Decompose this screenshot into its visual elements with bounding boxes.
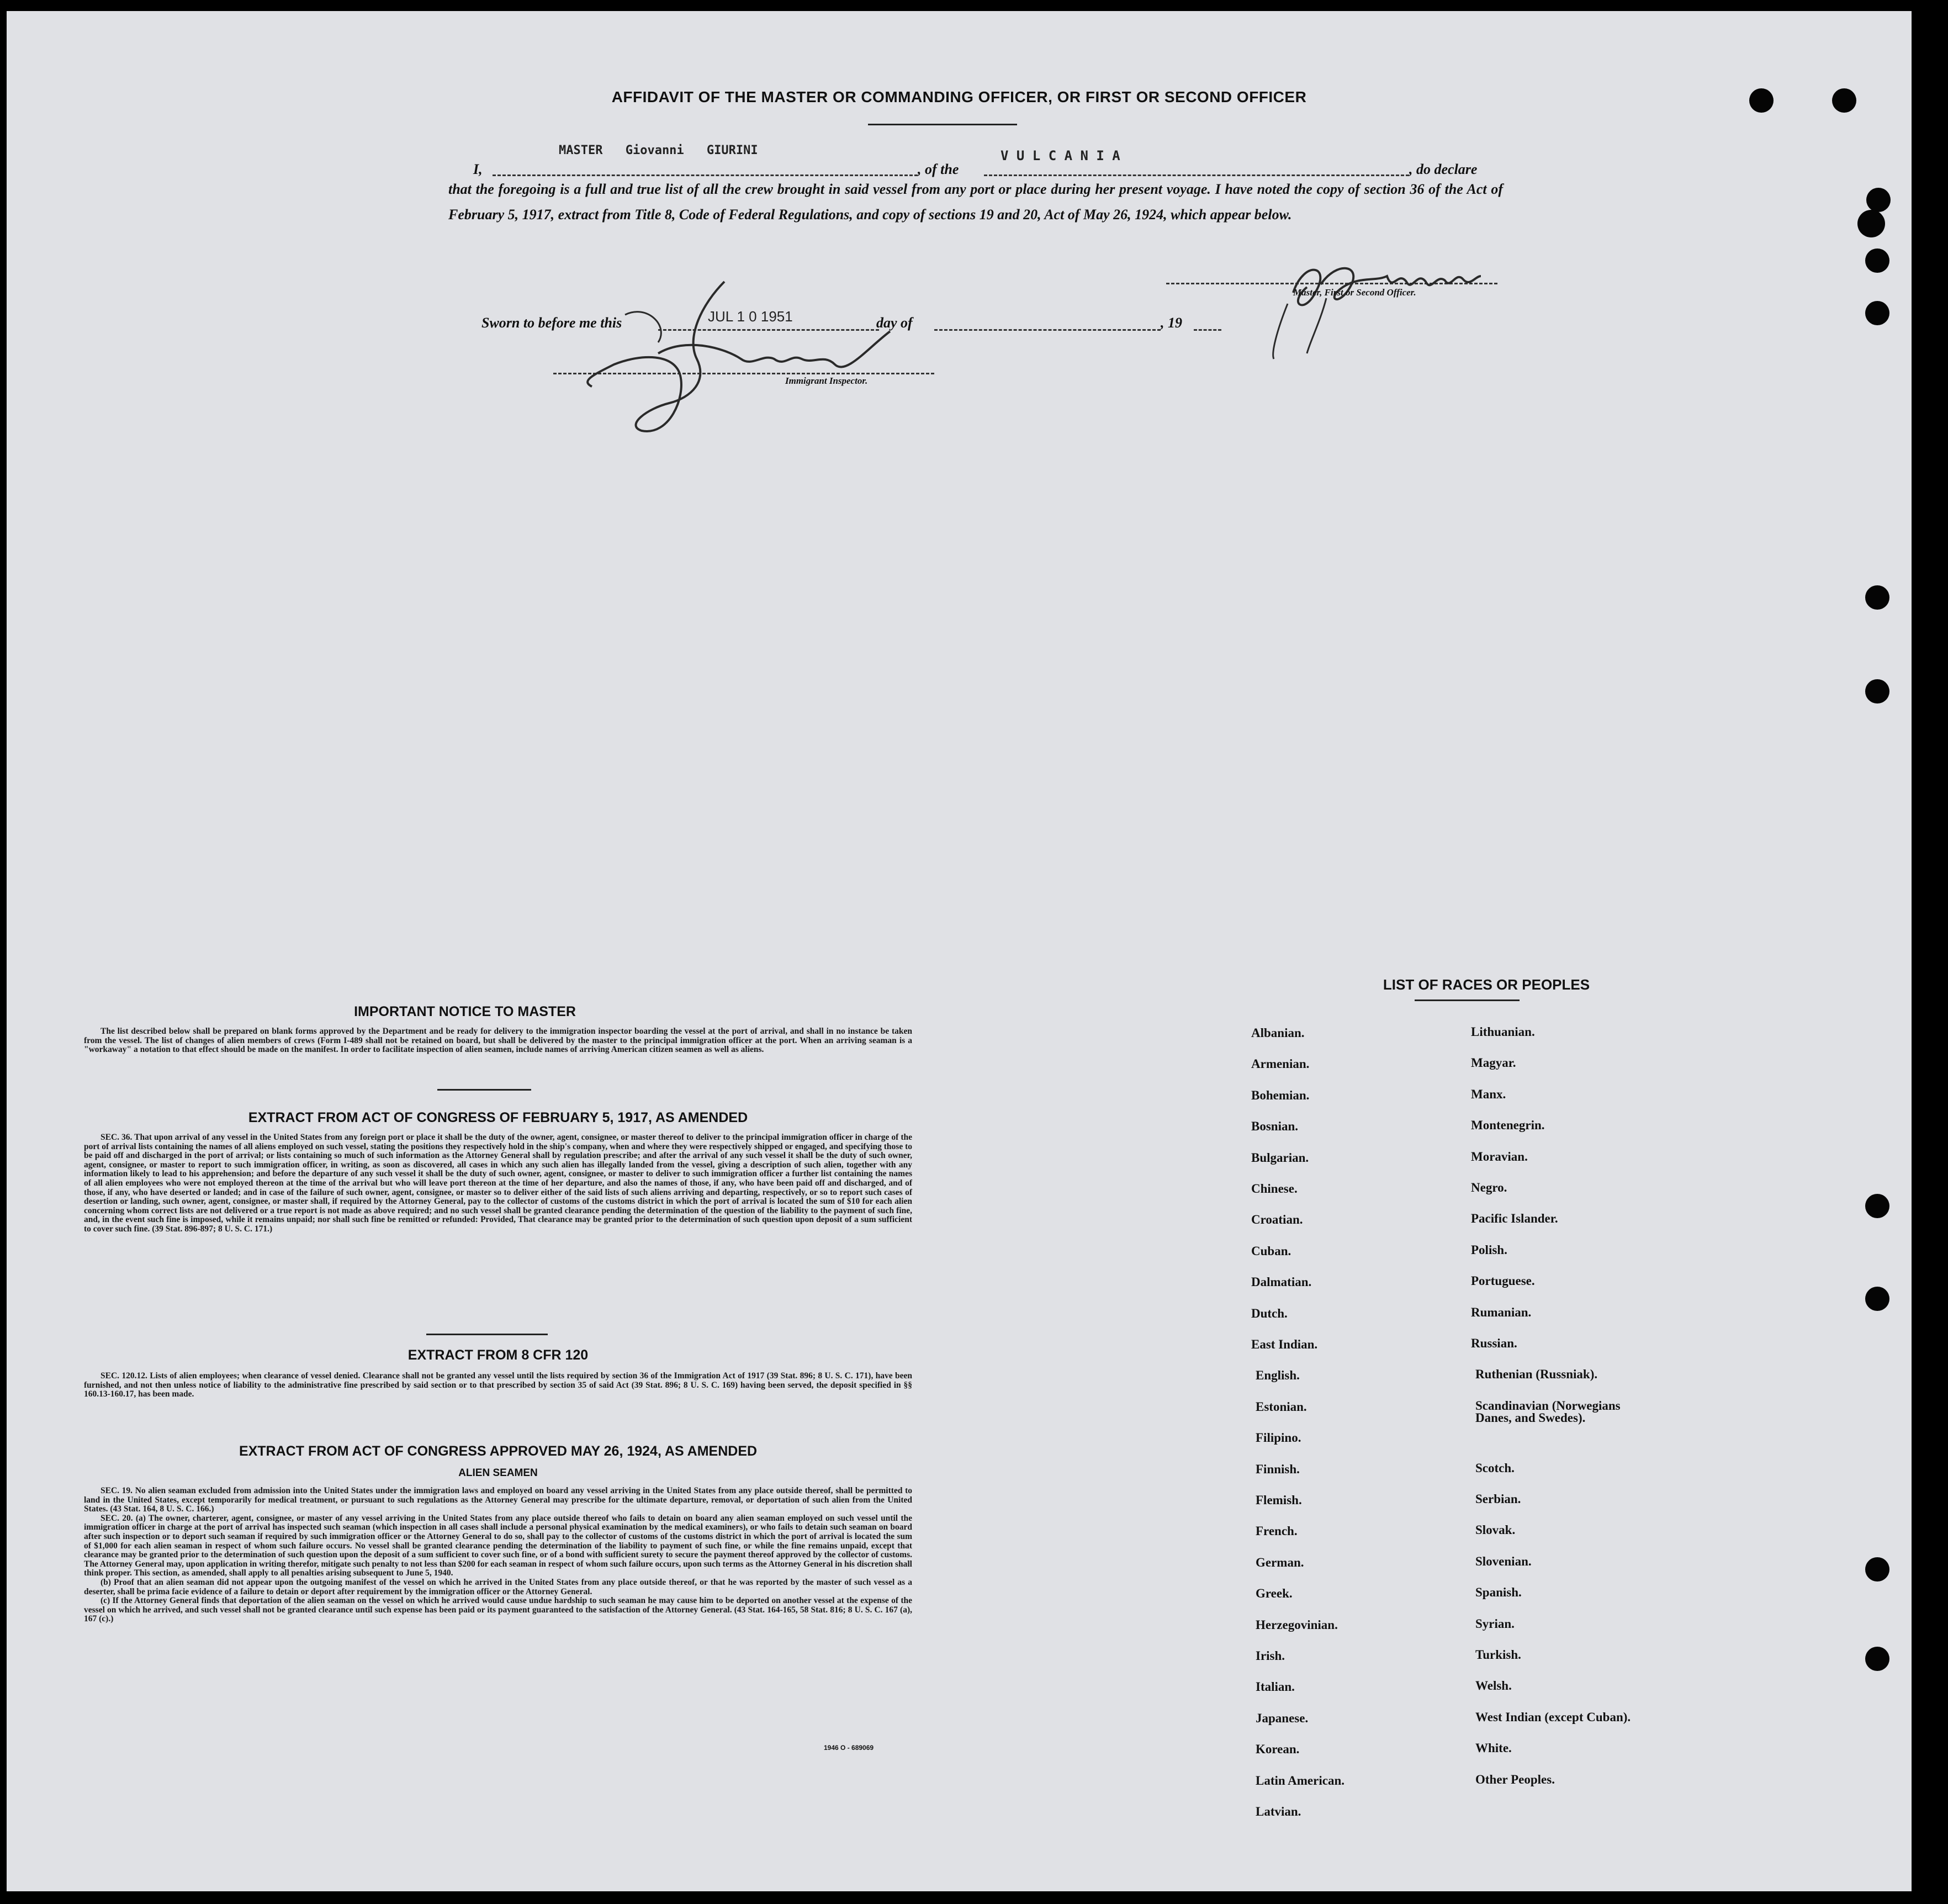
race-item: Dalmatian. [1251, 1275, 1312, 1289]
race-item: Chinese. [1251, 1182, 1298, 1196]
binder-hole [1865, 301, 1889, 325]
binder-hole [1865, 1557, 1889, 1582]
race-item: Other Peoples. [1475, 1772, 1555, 1786]
sec-20a-paragraph: SEC. 20. (a) The owner, charterer, agent, consignee, or master of any vessel arriving in the United States from any place outside thereof who fails to detain on board any alien seaman employed on such vessel until the immigration officer in charge at the port of arrival has inspected such seaman (which inspection in all cases shall include a personal physical examination by the medical examiners), or who fails to detain such seaman on board after such inspection or to deport such seaman if required by such immigration officer or the Attorney General to do so, shall pay to the collector of customs of the customs district in which the port of arrival is located the sum of $1,000 for each alien seaman in respect of whom such failure occurs. No vessel shall be granted clearance pending the determination of the liability to payment of such fine, or while the fine remains unpaid, except that clearance may be granted prior to the determination of such question upon the deposit of a sum sufficient to cover such fine, or of a bond with sufficient surety to secure the payment thereof approved by the collector of customs. The Attorney General may, upon application in writing therefor, mitigate such penalty to not less than $200 for each seaman in respect of whom such failure occurs, upon such terms as the Attorney General in his discretion shall think proper. This section, as amended, shall apply to all penalties arising subsequent to June 5, 1940. [84, 1513, 912, 1578]
race-item: Scotch. [1475, 1461, 1515, 1475]
inspector-signature [559, 271, 901, 436]
race-item: Manx. [1471, 1087, 1506, 1101]
race-item: Bohemian. [1251, 1088, 1310, 1102]
month-line [934, 329, 1161, 331]
sec-20c-paragraph: (c) If the Attorney General finds that deportation of the alien seaman on the vessel on which he arrived would cause undue hardship to such seaman he may cause him to be deported on another vessel at the expense of the vessel on which he arrived, and such vessel shall not be granted clearance until such expense has been paid or its payment guaranteed to the satisfaction of the Attorney General. (43 Stat. 164-165, 58 Stat. 816; 8 U. S. C. 167 (a), 167 (c).) [84, 1596, 912, 1624]
race-item: Ruthenian (Russniak). [1475, 1367, 1598, 1382]
inspector-label: Immigrant Inspector. [785, 375, 868, 386]
race-item: Lithuanian. [1471, 1025, 1535, 1039]
binder-hole [1865, 679, 1889, 704]
extract-1917-rule [426, 1334, 548, 1335]
notice-rule [437, 1089, 531, 1091]
affidavit-title: AFFIDAVIT OF THE MASTER OR COMMANDING OFFICER, OR FIRST OR SECOND OFFICER [611, 88, 1307, 105]
race-item: Montenegrin. [1471, 1118, 1545, 1133]
race-item: Croatian. [1251, 1213, 1303, 1227]
binder-hole [1865, 1647, 1889, 1671]
race-item: Japanese. [1256, 1711, 1309, 1725]
race-item: Slovenian. [1475, 1554, 1532, 1568]
race-item: German. [1256, 1555, 1304, 1569]
binder-hole [1857, 210, 1885, 237]
race-item: West Indian (except Cuban). [1475, 1710, 1631, 1724]
binder-hole [1865, 1287, 1889, 1311]
binder-hole [1866, 188, 1891, 212]
race-item: Cuban. [1251, 1244, 1291, 1258]
officer-signature [1254, 243, 1514, 364]
races-rule [1415, 999, 1520, 1001]
extract-1917-paragraph: SEC. 36. That upon arrival of any vessel in the United States from any foreign port or place it shall be the duty of the owner, agent, consignee, or master thereof to deliver to the principal immigration officer in charge of the port of arrival lists containing the names of all aliens employed on such vessel, stating the positions they respectively hold in the ship's company, when and where they were respectively shipped or engaged, and specifying those to be paid off and discharged in the port of arrival; or lists containing so much of such information as the Attorney General shall by regulation prescribe; and after the arrival of any such vessel it shall be the duty of such owner, agent, consignee, or master to report to such immigration officer, in writing, as soon as discovered, all cases in which any such alien has illegally landed from the vessel, giving a description of such alien, together with any information likely to lead to his apprehension; and before the departure of any such vessel it shall be the duty of such owner, agent, consignee, or master to deliver to such immigration officer a further list containing the names of all alien employees who were not employed thereon at the time of the arrival but who will leave port thereon at the time of her departure, and also the names of those, if any, who have been paid off and discharged, and of those, if any, who have deserted or landed; and in case of the failure of such owner, agent, consignee, or master so to deliver either of the said lists of such aliens arriving and departing, respectively, or so to report such cases of desertion or landing, such owner, agent, consignee, or master shall, if required by the Attorney General, pay to the collector of customs of the customs district in which the port of arrival is located the sum of $10 for each alien concerning whom correct lists are not delivered or a true report is not made as above required; and no such vessel shall be granted clearance pending the determination of the question of the liability to the payment of such fine, and, in the event such fine is imposed, while it remains unpaid; nor shall such fine be remitted or refunded: Provided, That clearance may be granted prior to the determination of such question upon deposit of a sum sufficient to cover such fine. (39 Stat. 896-897; 8 U. S. C. 171.) [84, 1133, 912, 1234]
race-item: Welsh. [1475, 1679, 1512, 1693]
race-item: Spanish. [1475, 1585, 1522, 1600]
race-item: Albanian. [1251, 1026, 1305, 1040]
day-of-label: day of [876, 315, 913, 331]
race-item: Dutch. [1251, 1306, 1288, 1320]
notice-paragraph: The list described below shall be prepared on blank forms approved by the Department and be ready for delivery to the immigration inspector boarding the vessel at the port of arrival, and shall in no instance be taken from the vessel. The list of changes of alien members of crews (Form I-489 shall not be retained on board, but shall be delivered by the master to the principal immigration officer at the port. When an arriving seaman is a "workaway" a notation to that effect should be made on the manifest. In order to facilitate inspection of alien seamen, include names of arriving American citizen seamen as well as aliens. [84, 1027, 912, 1055]
do-declare-label: , do declare [1409, 161, 1478, 177]
date-stamp: JUL 1 0 1951 [708, 308, 793, 325]
race-item: Korean. [1256, 1742, 1300, 1757]
print-code: 1946 O - 689069 [824, 1744, 874, 1752]
races-title: LIST OF RACES OR PEOPLES [1383, 976, 1590, 993]
race-item: Irish. [1256, 1649, 1285, 1663]
race-item: Slovak. [1475, 1523, 1516, 1537]
race-item: Flemish. [1256, 1493, 1302, 1507]
race-item: Bosnian. [1251, 1119, 1299, 1134]
race-item: Rumanian. [1471, 1305, 1532, 1319]
race-item: Bulgarian. [1251, 1150, 1309, 1165]
extract-1924-text [84, 1487, 912, 1624]
race-item: Herzegovinian. [1256, 1617, 1338, 1632]
race-item: Turkish. [1475, 1648, 1521, 1662]
race-item: Russian. [1471, 1336, 1517, 1350]
vessel-name-line [984, 174, 1409, 176]
notice-text [84, 1027, 912, 1055]
race-item: Latin American. [1256, 1773, 1344, 1787]
race-item: White. [1475, 1741, 1512, 1755]
extract-1924-title: EXTRACT FROM ACT OF CONGRESS APPROVED MAY 26, 1924, AS AMENDED [239, 1443, 758, 1459]
binder-hole [1865, 585, 1889, 610]
race-item: Polish. [1471, 1242, 1507, 1257]
race-item: Scandinavian (Norwegians Danes, and Swedes). [1475, 1398, 1621, 1425]
of-the-label: , of the [918, 161, 959, 177]
sworn-label: Sworn to before me this [481, 315, 622, 331]
year-prefix: , 19 [1161, 315, 1182, 331]
affidavit-paragraph: that the foregoing is a full and true list of all the crew brought in said vessel from any port or place during her present voyage. I have noted the copy of section 36 of the Act of February 5, 1917, extract from Title 8, Code of Federal Regulations, and copy of sections 19 and 20, Act of May 26, 1924, which appear below. [448, 181, 1503, 223]
binder-hole [1865, 248, 1889, 273]
document-page [7, 11, 1912, 1891]
vessel-name-value: V U L C A N I A [1001, 148, 1120, 163]
master-name-value: MASTER Giovanni GIURINI [559, 144, 758, 157]
race-item: Estonian. [1256, 1399, 1307, 1414]
binder-hole [1865, 1194, 1889, 1218]
race-item: Latvian. [1256, 1805, 1301, 1818]
race-item: Negro. [1471, 1181, 1507, 1194]
notice-title: IMPORTANT NOTICE TO MASTER [354, 1004, 576, 1019]
title-rule [868, 124, 1017, 125]
race-item: Portuguese. [1471, 1274, 1535, 1288]
sec-20b-paragraph: (b) Proof that an alien seaman did not appear upon the outgoing manifest of the vessel on which he arrived in the United States from any place outside thereof, or that he was reported by the master of such vessel as a deserter, shall be prima facie evidence of a failure to detain or deport after requirement by the immigration officer or the Attorney General. [84, 1577, 912, 1596]
officer-label: Master, First or Second Officer. [1293, 287, 1416, 298]
race-item: Magyar. [1471, 1056, 1516, 1070]
race-item: French. [1256, 1524, 1298, 1538]
race-item: English. [1256, 1368, 1300, 1383]
race-item: Italian. [1256, 1680, 1295, 1694]
affidavit-i-label: I, [473, 161, 483, 177]
race-item: Pacific Islander. [1471, 1212, 1558, 1226]
extract-1917-title: EXTRACT FROM ACT OF CONGRESS OF FEBRUARY 5, 1917, AS AMENDED [248, 1110, 748, 1125]
extract-1917-text [84, 1133, 912, 1234]
race-item: Armenian. [1251, 1057, 1310, 1071]
extract-cfr-text [84, 1372, 912, 1399]
year-line [1194, 329, 1221, 331]
race-item: Filipino. [1256, 1431, 1301, 1445]
extract-1924-subtitle: ALIEN SEAMEN [458, 1467, 538, 1479]
race-item: Moravian. [1471, 1149, 1528, 1163]
race-item: East Indian. [1251, 1337, 1318, 1351]
race-item: Serbian. [1475, 1492, 1521, 1506]
extract-cfr-title: EXTRACT FROM 8 CFR 120 [407, 1347, 589, 1363]
race-item: Finnish. [1256, 1462, 1300, 1476]
extract-cfr-paragraph: SEC. 120.12. Lists of alien employees; when clearance of vessel denied. Clearance shall not be granted any vessel until the lists required by section 36 of the Immigration Act of 1917 (39 Stat. 896; 8 U. S. C. 171), have been furnished, and not then unless notice of liability to the administrative fine prescribed by said section or to that prescribed by section 35 of said Act (39 Stat. 896; 8 U. S. C. 169) having been served, the deposit specified in §§ 160.13-160.17, has been made. [84, 1371, 912, 1399]
sec-19-paragraph: SEC. 19. No alien seaman excluded from admission into the United States under the immigration laws and employed on board any vessel arriving in the United States from any place outside thereof, shall be permitted to land in the United States, except temporarily for medical treatment, or pursuant to such regulations as the Attorney General may prescribe for the ultimate departure, removal, or deportation of such alien from the United States. (43 Stat. 164, 8 U. S. C. 166.) [84, 1486, 912, 1514]
race-item: Syrian. [1475, 1616, 1515, 1631]
race-item: Greek. [1256, 1586, 1293, 1601]
master-name-line [493, 174, 918, 176]
